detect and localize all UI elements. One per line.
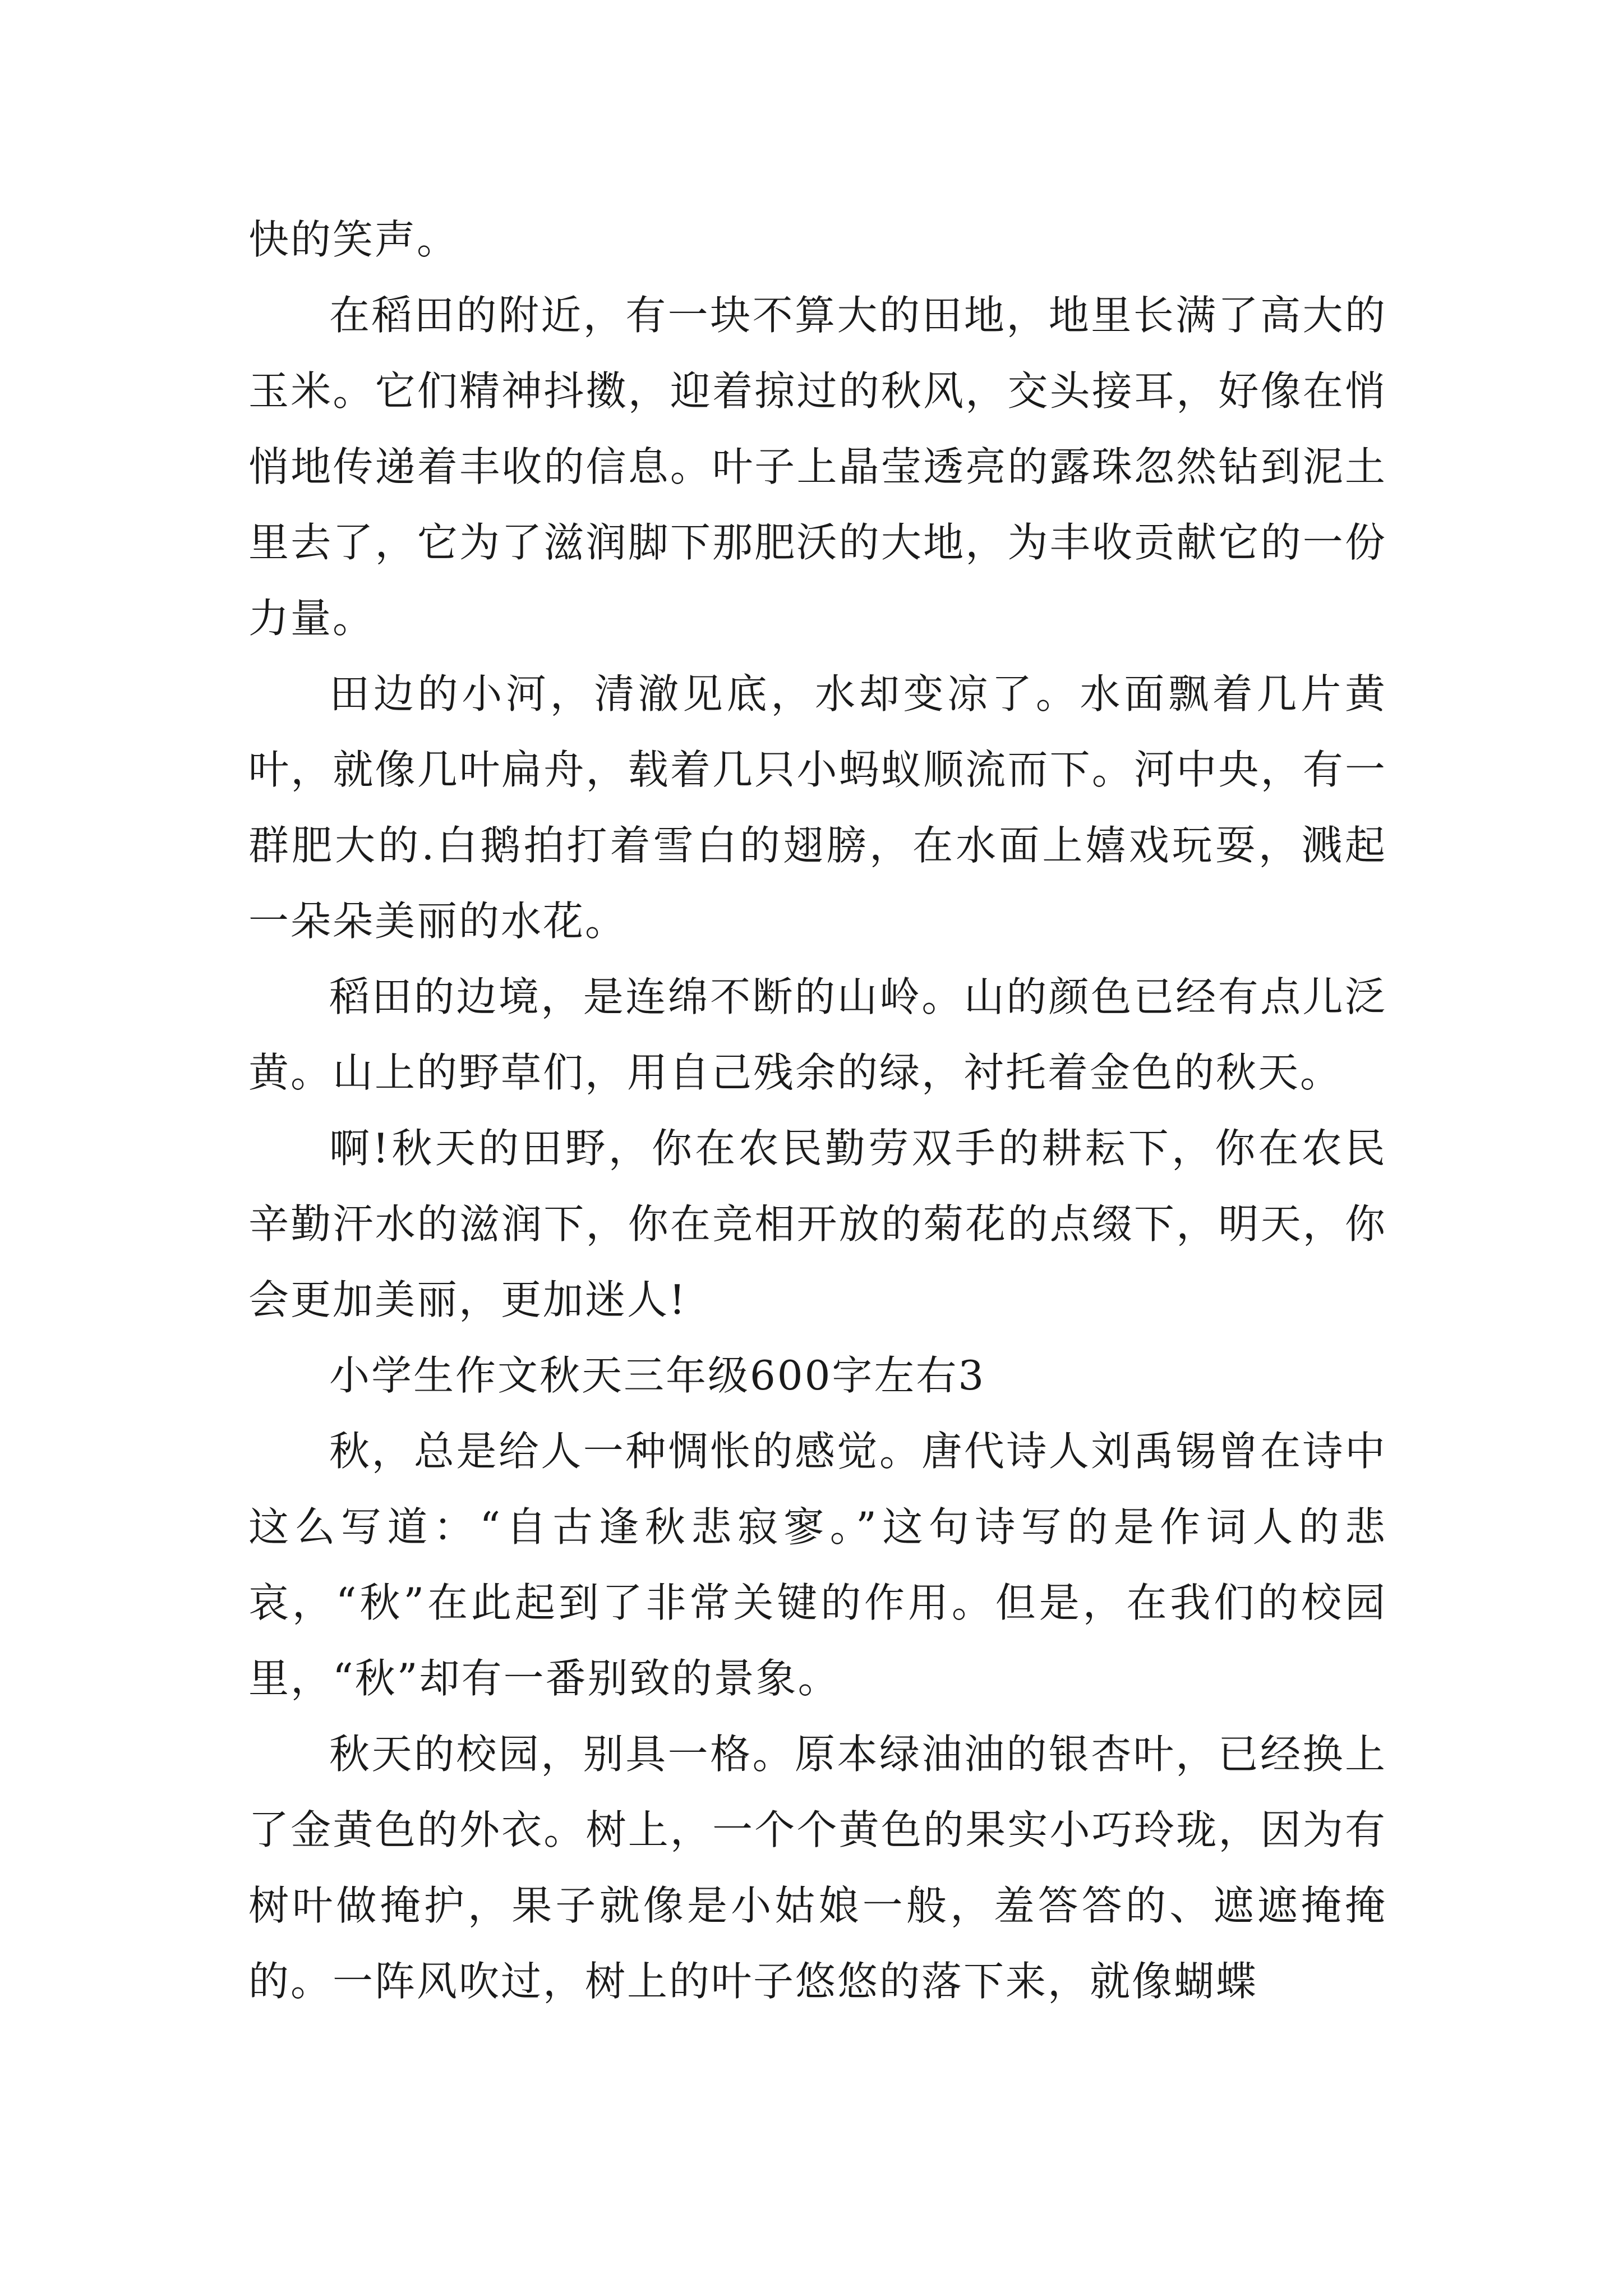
paragraph-river: 田边的小河，清澈见底，水却变凉了。水面飘着几片黄叶，就像几叶扁舟，载着几只小蚂蚁顺流而下。河中央，有一群肥大的.白鹅拍打着雪白的翅膀，在水面上嬉戏玩耍，溅起一朵朵美丽的水花。 [248,670,1387,945]
paragraph-exclamation: 啊!秋天的田野，你在农民勤劳双手的耕耘下，你在农民辛勤汗水的滋润下，你在竞相开放的菊花的点缀下，明天，你会更加美丽，更加迷人! [248,1125,1387,1323]
paragraph-corn-field: 在稻田的附近，有一块不算大的田地，地里长满了高大的玉米。它们精神抖擞，迎着掠过的秋风，交头接耳，好像在悄悄地传递着丰收的信息。叶子上晶莹透亮的露珠忽然钻到泥土里去了，它为了滋润脚下那肥沃的大地，为丰收贡献它的一份力量。 [248,292,1387,642]
paragraph-autumn-intro: 秋，总是给人一种惆怅的感觉。唐代诗人刘禹锡曾在诗中这么写道：“自古逢秋悲寂寥。”这句诗写的是作词人的悲哀，“秋”在此起到了非常关键的作用。但是，在我们的校园里，“秋”却有一番别致的景象。 [248,1428,1387,1702]
paragraph-campus: 秋天的校园，别具一格。原本绿油油的银杏叶，已经换上了金黄色的外衣。树上，一个个黄色的果实小巧玲珑，因为有树叶做掩护，果子就像是小姑娘一般，羞答答的、遮遮掩掩的。一阵风吹过，树上的叶子悠悠的落下来，就像蝴蝶 [248,1731,1387,2005]
section-title: 小学生作文秋天三年级600字左右3 [329,1352,986,1399]
document-body [248,202,1387,2019]
paragraph-continuation: 快的笑声。 [248,216,459,263]
paragraph-mountains: 稻田的边境，是连绵不断的山岭。山的颜色已经有点儿泛黄。山上的野草们，用自己残余的绿，衬托着金色的秋天。 [248,973,1387,1096]
